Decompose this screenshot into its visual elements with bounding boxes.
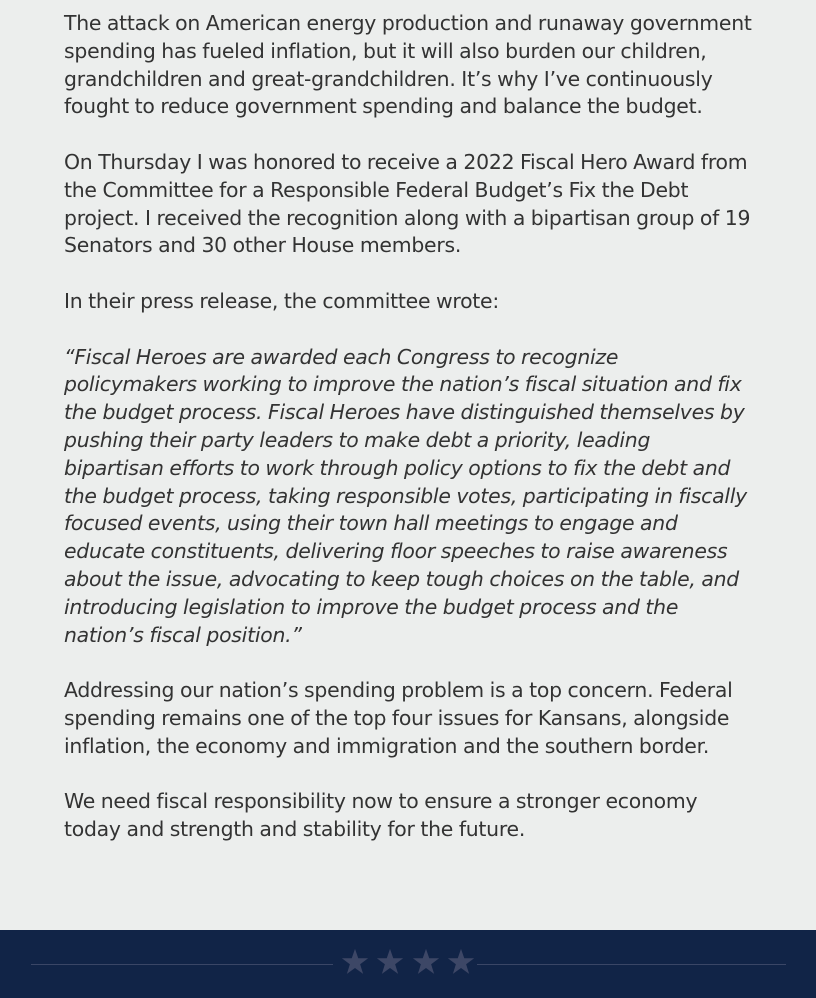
paragraph-spending-concern: Addressing our nation’s spending problem is a top concern. Federal spending remains one of the top four issues for Kansans, alongside inflation, the economy and immigration and the southern border. (64, 678, 733, 758)
star-icon (411, 947, 441, 977)
footer-divider-right (477, 964, 786, 965)
footer-banner (0, 930, 816, 998)
footer-divider-left (31, 964, 333, 965)
paragraph-energy-spending: The attack on American energy production and runaway government spending has fueled inflation, but it will also burden our children, grandchildren and great-grandchildren. It’s why I’ve continuously fought to reduce government spending and balance the budget. (64, 11, 752, 119)
star-icon (375, 947, 405, 977)
footer-stars (340, 947, 476, 977)
paragraph-fiscal-hero-award: On Thursday I was honored to receive a 2022 Fiscal Hero Award from the Committee for a Responsible Federal Budget’s Fix the Debt project. I received the recognition along with a bipartisan group of 19 Senators and 30 other House members. (64, 149, 751, 258)
star-icon (446, 947, 476, 977)
star-icon (340, 947, 370, 977)
article-body (64, 10, 754, 872)
paragraph-press-release-quote: “Fiscal Heroes are awarded each Congress to recognize policymakers working to improve the nation’s fiscal situation and fix the budget process. Fiscal Heroes have distinguished themselves by pushing their party leaders to make debt a priority, leading bipartisan efforts to work through policy options to fix the debt and the budget process, taking responsible votes, participating in fiscally focused events, using their town hall meetings to engage and educate constituents, delivering floor speeches to raise awareness about the issue, advocating to keep tough choices on the table, and introducing legislation to improve the budget process and the nation’s fiscal position.” (64, 344, 747, 647)
paragraph-fiscal-responsibility: We need fiscal responsibility now to ensure a stronger economy today and strength and stability for the future. (64, 789, 698, 842)
paragraph-press-release-intro: In their press release, the committee wrote: (64, 288, 499, 313)
